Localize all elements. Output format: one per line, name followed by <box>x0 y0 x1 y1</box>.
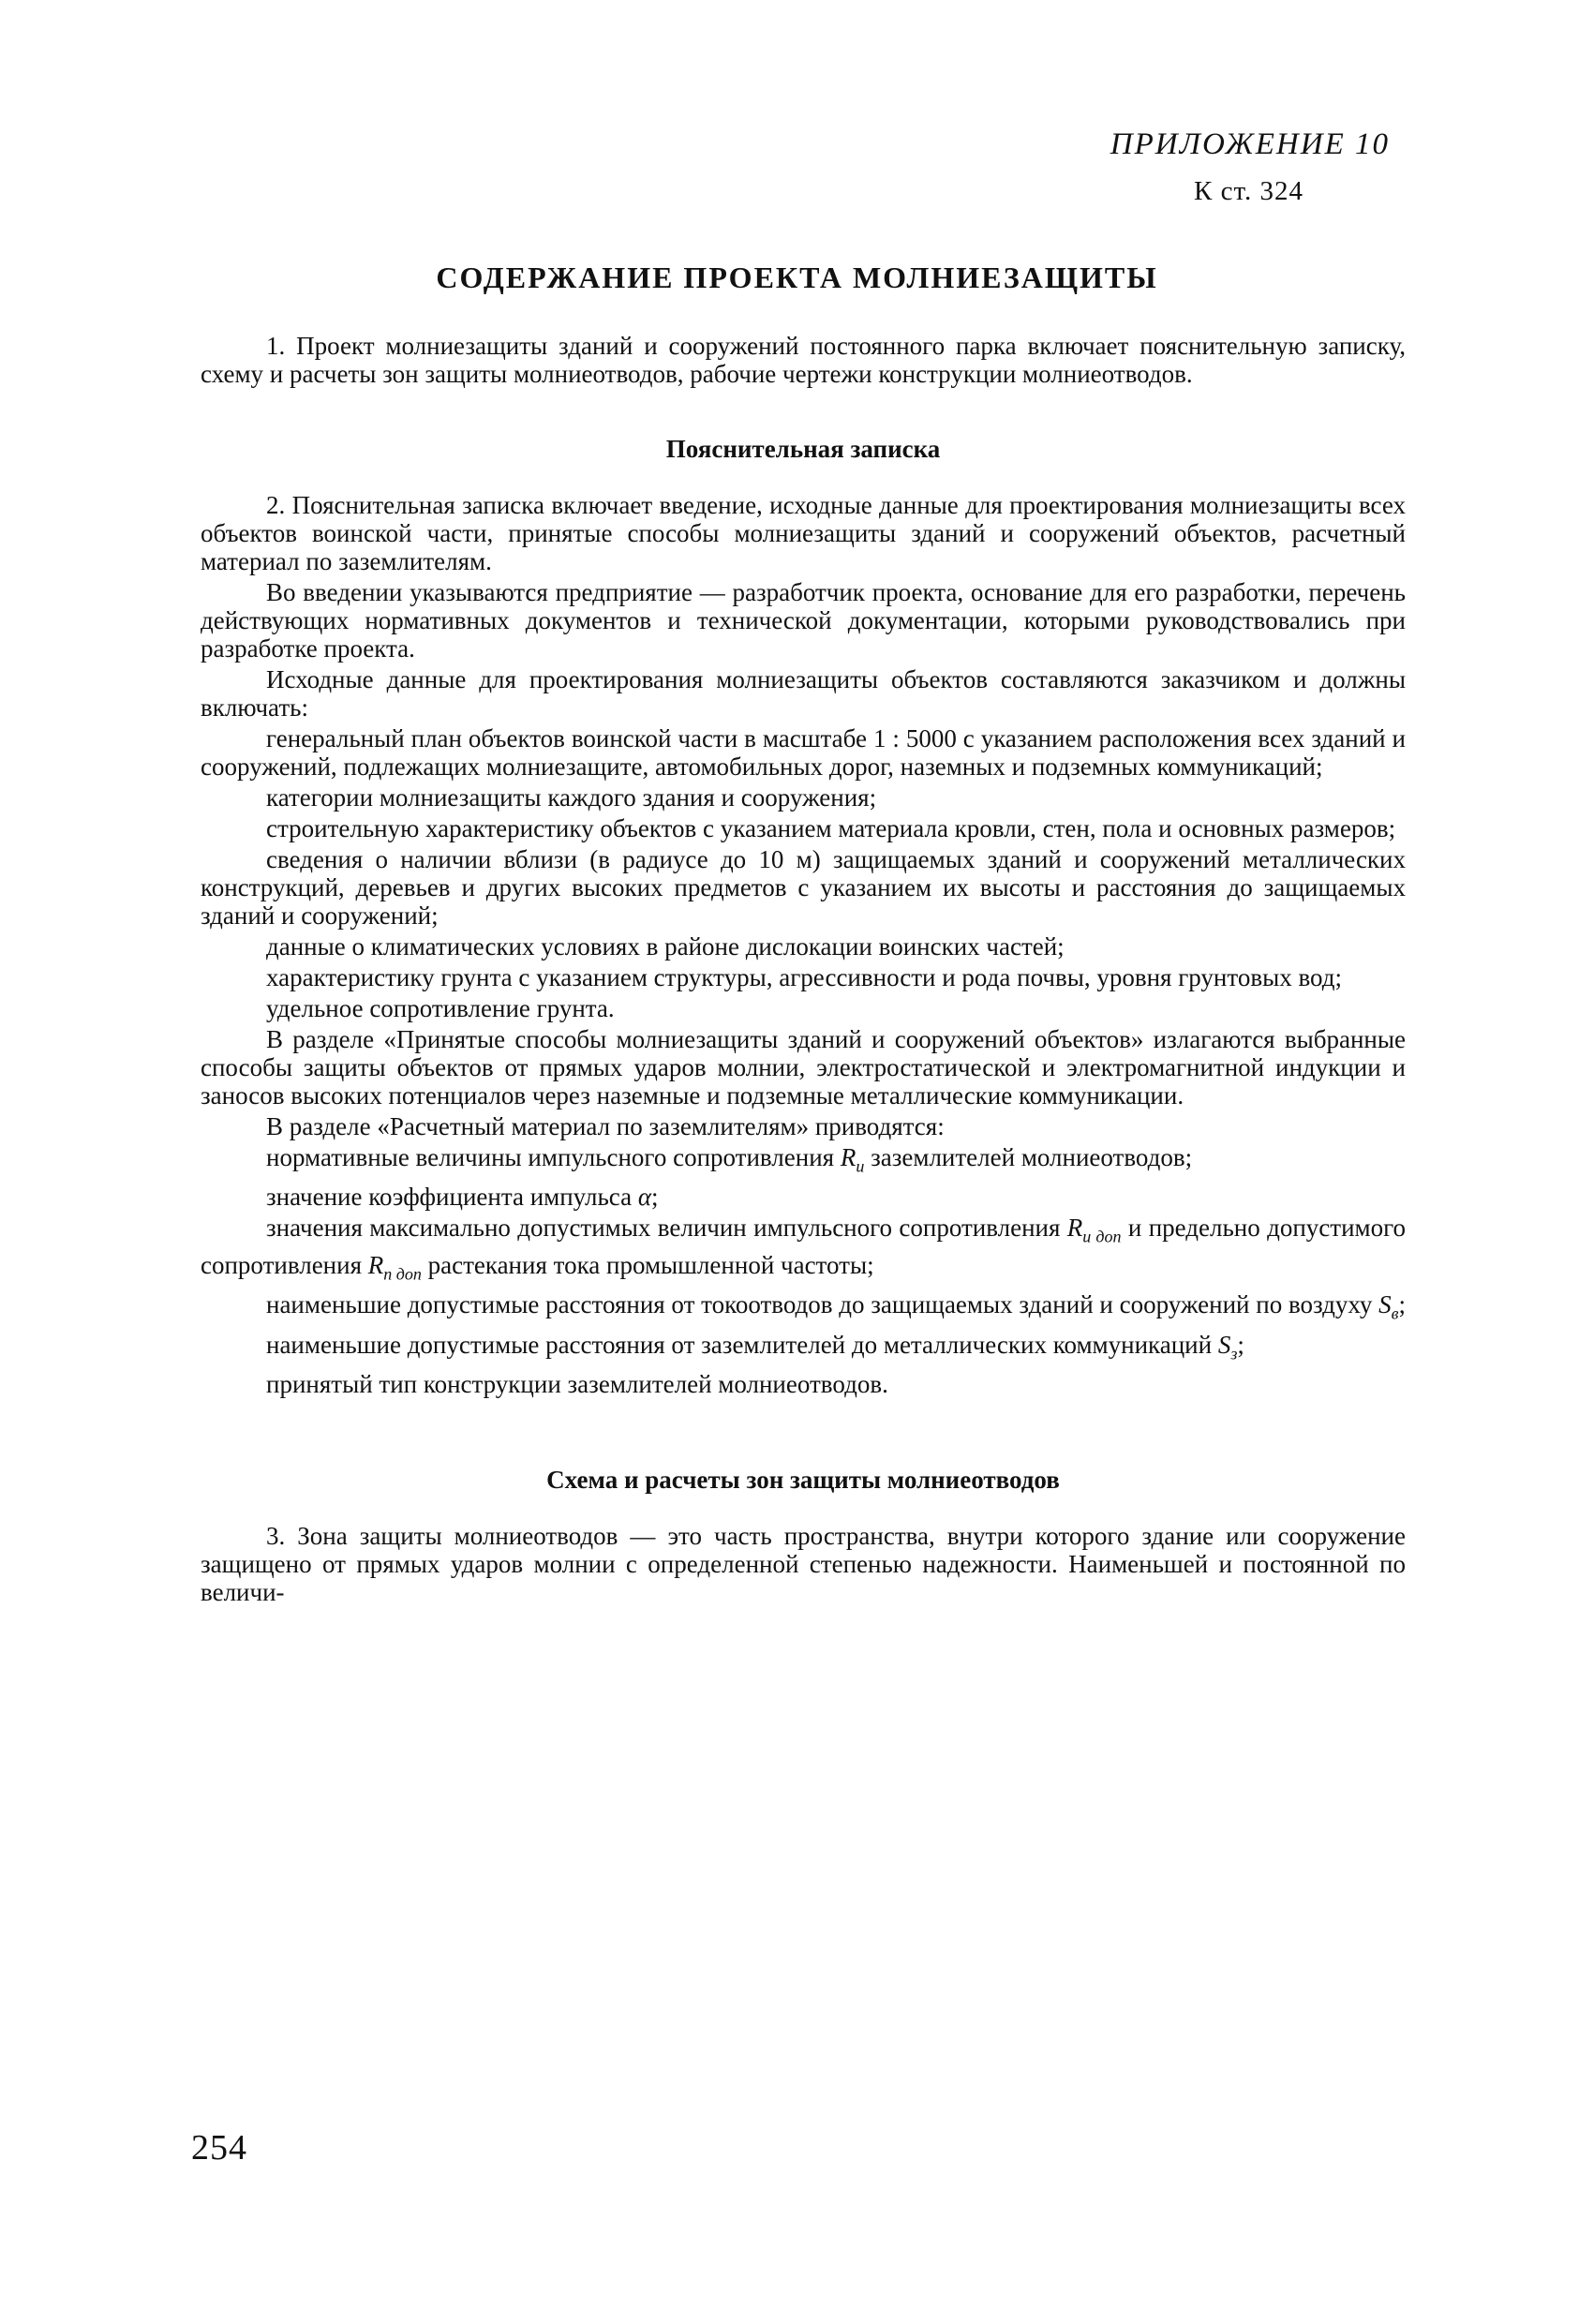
symbol-alpha: α <box>637 1183 652 1212</box>
symbol-r-pdop: $R_{п доп}$ <box>367 1250 422 1284</box>
section-heading-explanatory-note: Пояснительная записка <box>665 435 941 463</box>
paragraph-introduction: Во введении указываются предприятие — разработчик проекта, основание для его разработки, перечень действующих нормативных документов и технической документации, которыми руководствовались при разработке проекта. <box>201 578 1406 663</box>
list-item-grounding-type: принятый тип конструкции заземлителей молниеотводов. <box>266 1369 888 1398</box>
paragraph-2: 2. Пояснительная записка включает введение, исходные данные для проектирования молниезащиты всех объектов воинской части, принятые способы молниезащиты зданий и сооружений объектов, расчетный материал по заземлителям. <box>201 491 1406 575</box>
list-item-resistivity: удельное сопротивление грунта. <box>266 994 615 1022</box>
list-item-impulse-resistance: нормативные величины импульсного сопротивления $R_и$ заземлителей молниеотводов; <box>266 1143 1193 1176</box>
list-item-max-values: значения максимально допустимых величин импульсного сопротивления $R_{и доп}$ и предельно допустимого сопротивления $R_{п доп}$ растекания тока промышленной частоты; <box>201 1214 1407 1284</box>
symbol-s-z: $S_з$ <box>1217 1330 1238 1363</box>
page-title: СОДЕРЖАНИЕ ПРОЕКТА МОЛНИЕЗАЩИТЫ <box>436 261 1158 294</box>
list-item-soil: характеристику грунта с указанием структуры, агрессивности и рода почвы, уровня грунтовых вод; <box>266 963 1342 991</box>
paragraph-protection-methods: В разделе «Принятые способы молниезащиты зданий и сооружений объектов» излагаются выбранные способы защиты объектов от прямых ударов молнии, электростатической и электромагнитной индукции и заносов высоких потенциалов через наземные и подземные металлические коммуникации. <box>201 1025 1406 1110</box>
list-item-general-plan: генеральный план объектов воинской части в масштабе 1 : 5000 с указанием расположения всех зданий и сооружений, подлежащих молниезащите, автомобильных дорог, наземных и подземных коммуникаций; <box>201 724 1406 781</box>
list-item-categories: категории молниезащиты каждого здания и сооружения; <box>266 783 877 812</box>
section-heading-protection-zones: Схема и расчеты зон защиты молниеотводов <box>546 1465 1060 1494</box>
paragraph-input-data: Исходные данные для проектирования молниезащиты объектов составляются заказчиком и должны включать: <box>201 665 1406 722</box>
symbol-r-u: $R_и$ <box>840 1143 865 1176</box>
article-reference: К ст. 324 <box>1194 176 1304 206</box>
list-item-nearby-objects: сведения о наличии вблизи (в радиусе до 10 м) защищаемых зданий и сооружений металлических конструкций, деревьев и других высоких предметов с указанием их высоты и расстояния до защищаемых зданий и сооружений; <box>201 845 1406 930</box>
page-number: 254 <box>191 2128 247 2168</box>
list-item-construction: строительную характеристику объектов с указанием материала кровли, стен, пола и основных размеров; <box>266 814 1396 842</box>
paragraph-3: 3. Зона защиты молниеотводов — это часть пространства, внутри которого здание или сооружение защищено от прямых ударов молнии с определенной степенью надежности. Наименьшей и постоянной по величи- <box>201 1521 1406 1606</box>
symbol-s-v: $S_в$ <box>1378 1290 1399 1323</box>
main-text <box>201 332 1406 1609</box>
list-item-climate: данные о климатических условиях в районе дислокации воинских частей; <box>266 932 1065 961</box>
paragraph-grounding-material: В разделе «Расчетный материал по заземлителям» приводятся: <box>266 1112 945 1140</box>
list-item-impulse-coefficient: значение коэффициента импульса α; <box>266 1183 659 1212</box>
list-item-air-distance: наименьшие допустимые расстояния от токоотводов до защищаемых зданий и сооружений по воздуху $S_в$; <box>266 1290 1406 1323</box>
appendix-label: ПРИЛОЖЕНИЕ 10 <box>1110 127 1390 161</box>
intro-paragraph: 1. Проект молниезащиты зданий и сооружений постоянного парка включает пояснительную записку, схему и расчеты зон защиты молниеотводов, рабочие чертежи конструкции молниеотводов. <box>201 332 1406 388</box>
symbol-r-udop: $R_{и доп}$ <box>1066 1214 1122 1246</box>
list-item-ground-distance: наименьшие допустимые расстояния от заземлителей до металлических коммуникаций $S_з$; <box>266 1330 1244 1363</box>
